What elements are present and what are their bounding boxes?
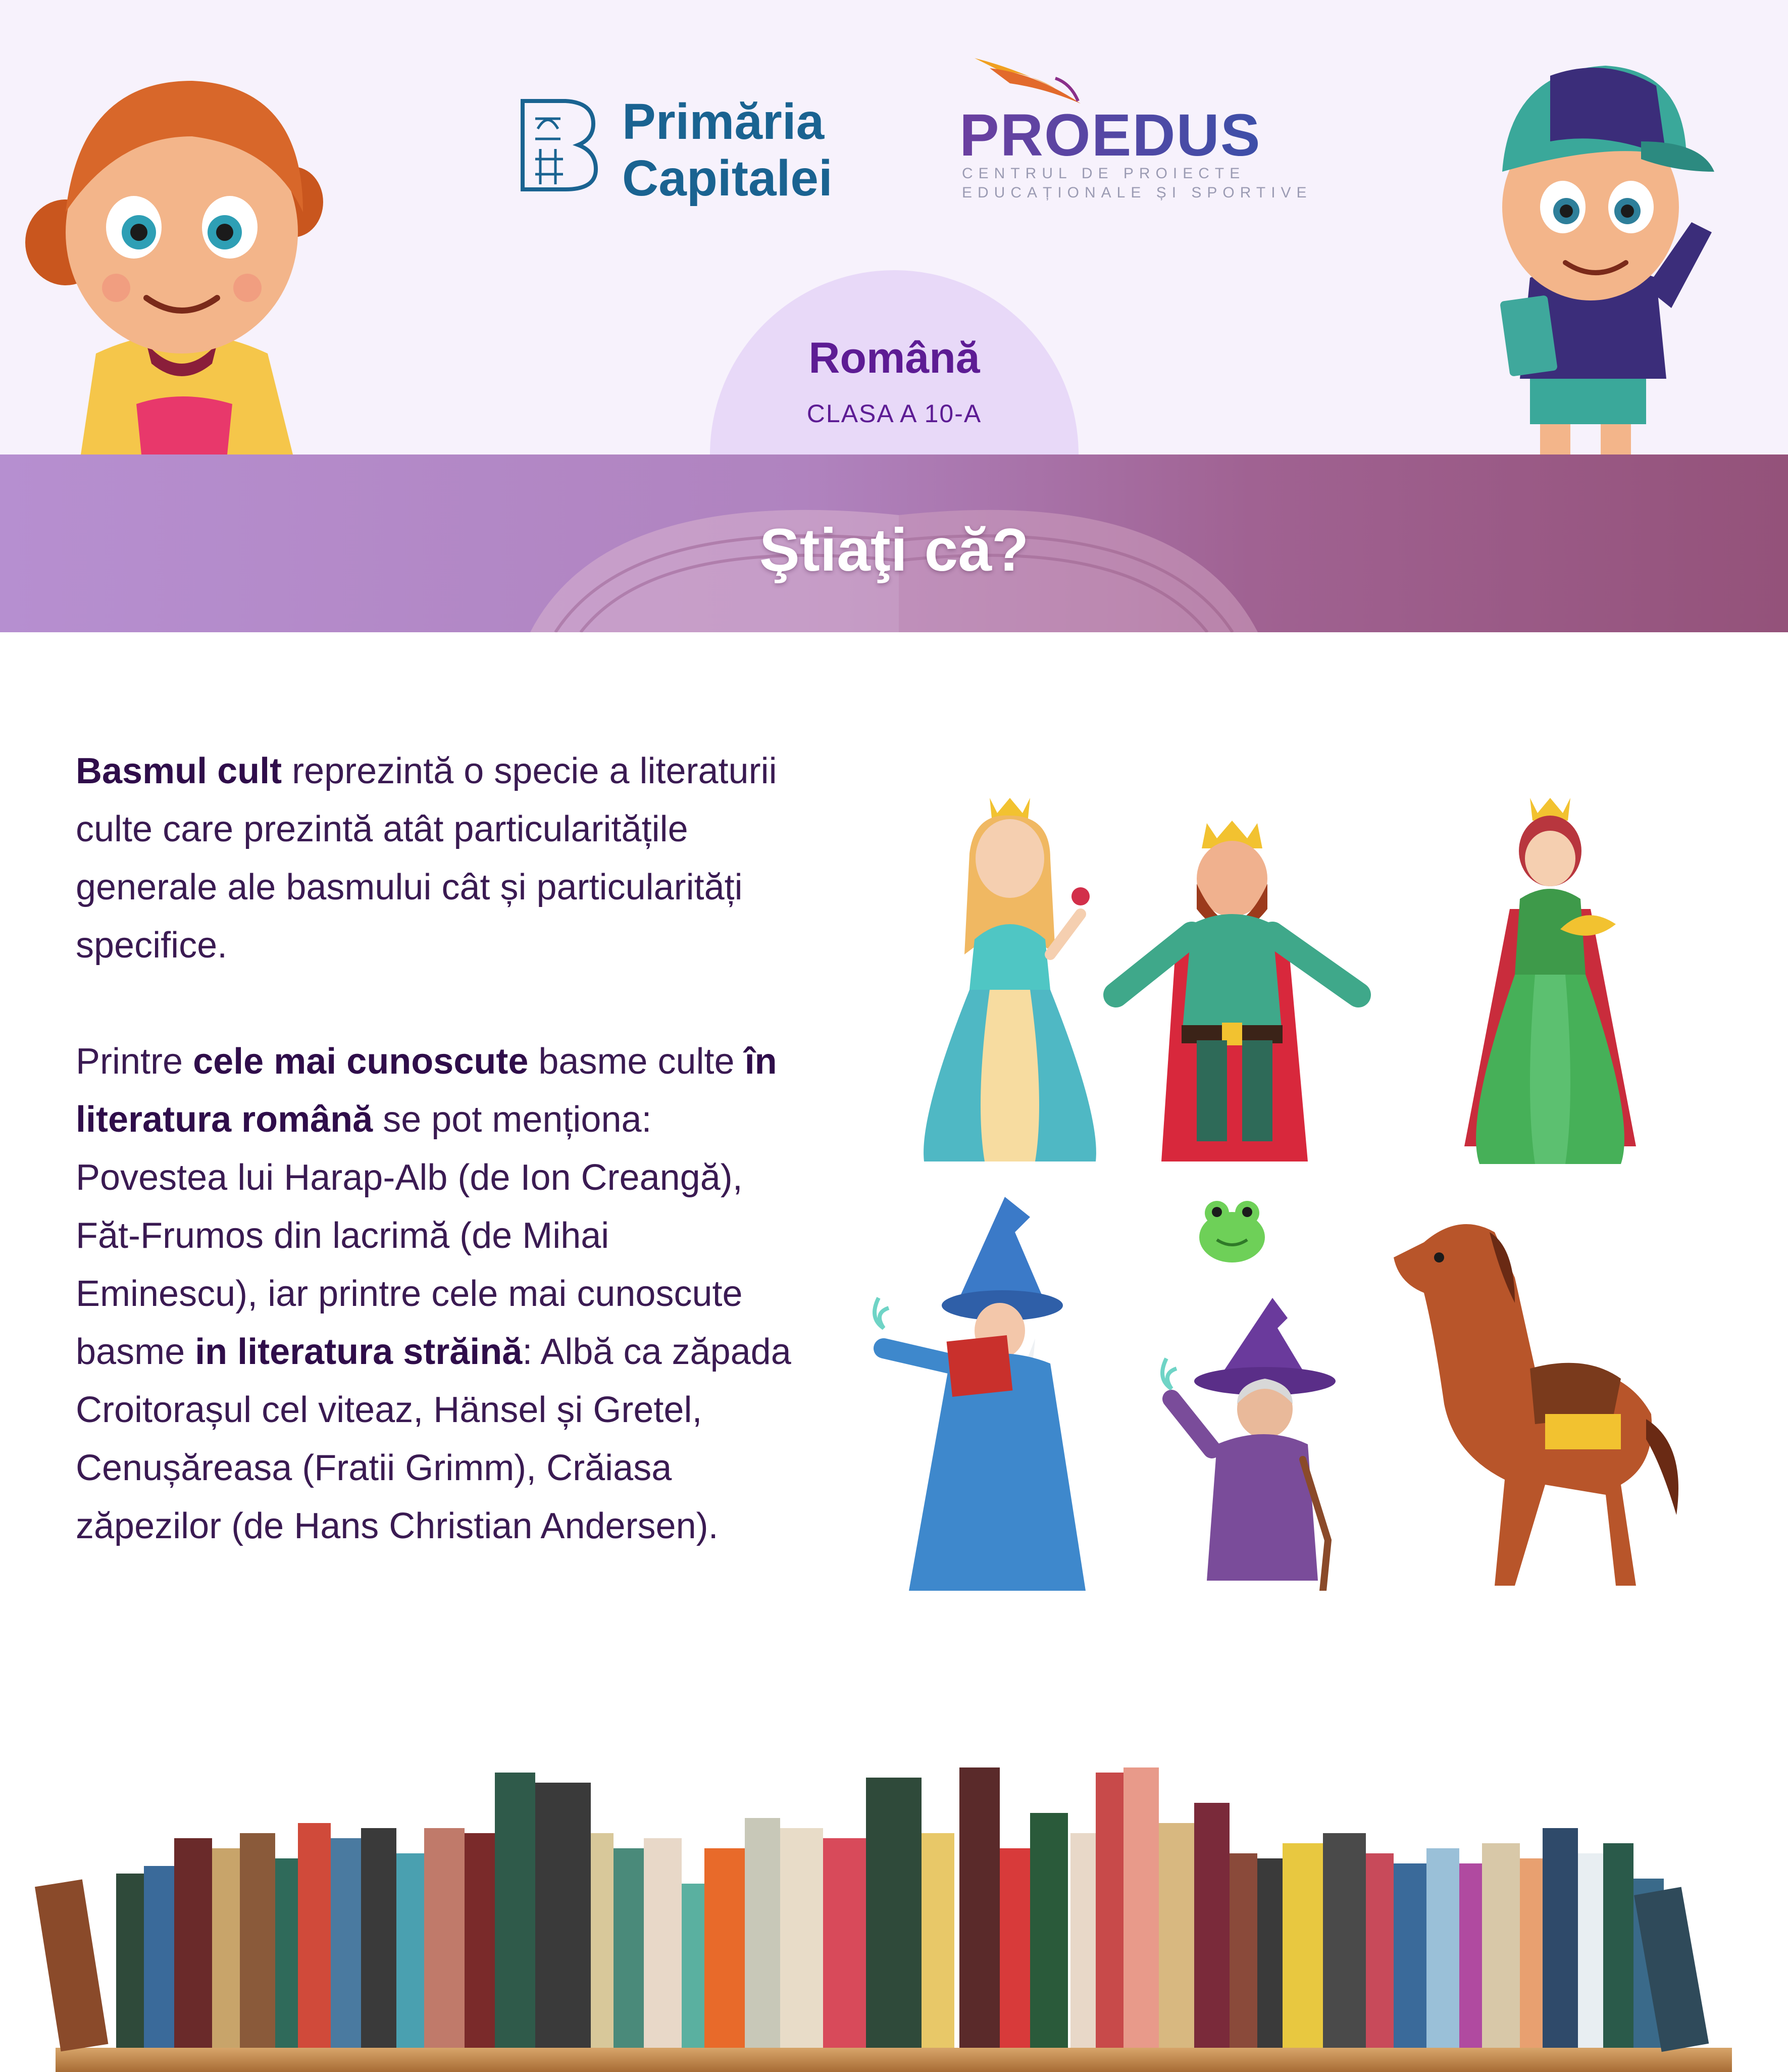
text-span: se pot menționa: Povestea lui Harap-Alb (de Ion Creangă), Făt-Frumos din lacrimă (de Mihai Eminescu), iar printre cele mai cunoscute basme <box>76 1099 743 1372</box>
proedus-tagline-line-2: EDUCAȚIONALE ȘI SPORTIVE <box>962 184 1312 201</box>
boy-mascot-illustration <box>1474 56 1737 454</box>
wizard-illustration <box>863 1197 1126 1596</box>
article-text <box>76 742 793 1555</box>
logo-line-1: Primăria <box>622 93 825 150</box>
bold-term: în literatura română <box>76 1041 777 1140</box>
proedus-feather-icon <box>969 53 1091 109</box>
proedus-name: PROEDUS <box>959 102 1261 169</box>
bold-term: cele mai cunoscute <box>193 1041 529 1082</box>
bookshelf-illustration <box>0 1757 1788 2072</box>
paragraph-examples <box>76 1033 793 1555</box>
paragraph-definition <box>76 742 793 975</box>
princess-illustration <box>914 788 1106 1167</box>
primaria-capitalei-logo-icon <box>518 98 598 192</box>
girl-mascot-illustration <box>20 61 343 454</box>
frog-illustration <box>1189 1197 1275 1268</box>
grade-label: CLASA A 10-A <box>806 399 982 428</box>
banner-title: Ştiaţi că? <box>759 516 1029 584</box>
proedus-tagline-line-1: CENTRUL DE PROIECTE <box>962 165 1246 182</box>
bold-term: Basmul cult <box>76 751 282 791</box>
text-span: Printre <box>76 1041 193 1082</box>
primaria-capitalei-logo <box>622 93 833 207</box>
witch-illustration <box>1156 1298 1358 1591</box>
king-illustration <box>1096 808 1384 1167</box>
logo-line-2: Capitalei <box>622 150 833 207</box>
subject-title: Română <box>808 334 980 382</box>
proedus-tagline <box>962 164 1312 203</box>
text-span: basme culte <box>528 1041 745 1082</box>
bold-term: in literatura străină <box>195 1332 523 1372</box>
proedus-logo <box>959 101 1261 170</box>
horse-illustration <box>1384 1202 1687 1596</box>
text-span: : Albă ca zăpada Croitorașul cel viteaz, Hänsel și Gretel, Cenușăreasa (Fratii Grimm), Crăiasa zăpezilor (de Hans Christian Andersen). <box>76 1332 791 1546</box>
text-span: reprezintă o specie a literaturii culte care prezintă atât particularitățile generale ale basmului cât și particularități specifice. <box>76 751 777 966</box>
page-header <box>0 0 1788 454</box>
queen-illustration <box>1434 793 1666 1167</box>
